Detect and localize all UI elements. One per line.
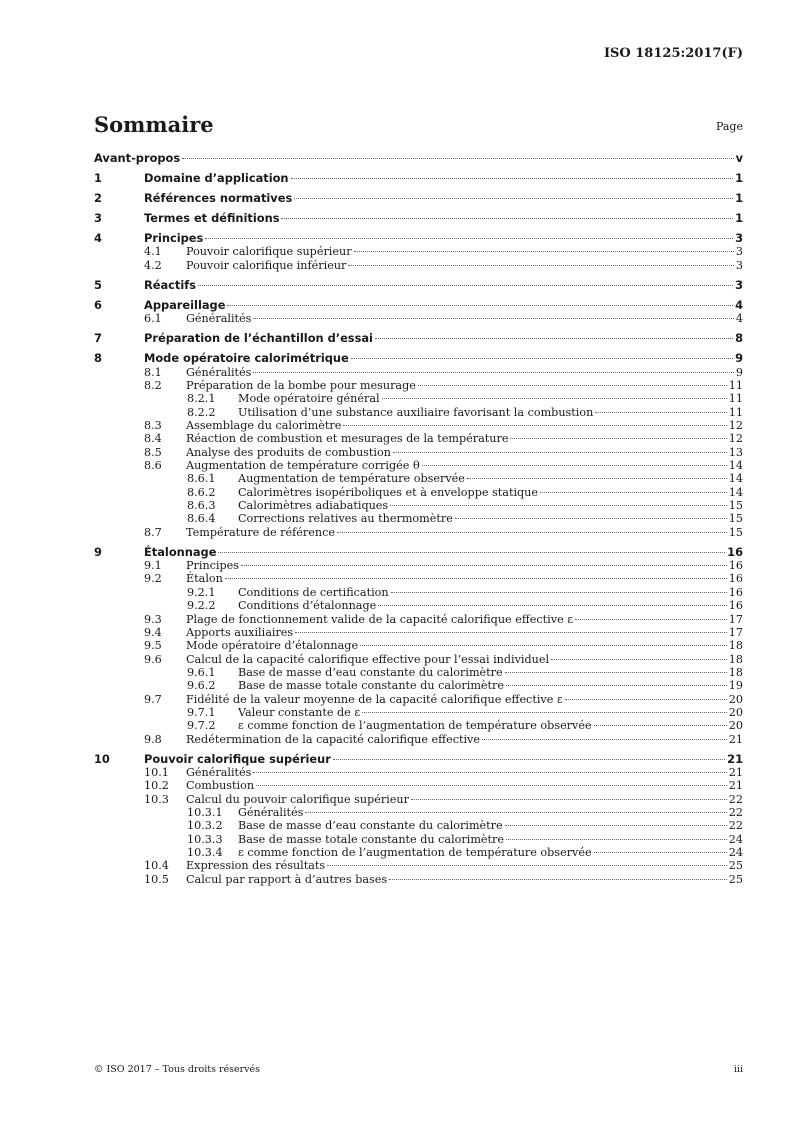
page-title: Sommaire xyxy=(94,112,214,137)
toc-entry[interactable] xyxy=(94,873,743,886)
toc-leader-dots xyxy=(382,398,727,399)
toc-entry-page: 22 xyxy=(728,792,743,806)
toc-entry[interactable] xyxy=(94,833,743,846)
toc-entry-number: 6.1 xyxy=(144,312,162,326)
toc-entry-title: Température de référence xyxy=(186,525,335,539)
toc-entry[interactable] xyxy=(94,486,743,499)
toc-leader-dots xyxy=(253,772,726,773)
toc-entry-page: 20 xyxy=(728,719,743,733)
toc-entry[interactable] xyxy=(94,232,743,245)
toc-leader-dots xyxy=(540,492,727,493)
toc-entry-page: 17 xyxy=(728,612,743,626)
toc-leader-dots xyxy=(551,659,727,660)
toc-entry[interactable] xyxy=(94,753,743,766)
toc-entry-page: 9 xyxy=(735,351,743,366)
toc-entry[interactable] xyxy=(94,666,743,679)
toc-entry-title: Augmentation de température observée xyxy=(238,472,465,486)
toc-entry-number: 9.2 xyxy=(144,572,162,586)
toc-entry[interactable] xyxy=(94,526,743,539)
toc-entry-page: 3 xyxy=(735,245,743,259)
toc-leader-dots xyxy=(505,672,727,673)
toc-entry-title: Généralités xyxy=(186,312,252,326)
toc-entry[interactable] xyxy=(94,599,743,612)
toc-entry-number: 4 xyxy=(94,231,102,246)
toc-entry-title: Utilisation d’une substance auxiliaire favorisant la combustion xyxy=(238,405,594,419)
toc-entry-page: 16 xyxy=(728,559,743,573)
toc-entry-page: 12 xyxy=(728,432,743,446)
toc-entry-page: 16 xyxy=(728,572,743,586)
toc-entry-number: 8 xyxy=(94,351,102,366)
toc-leader-dots xyxy=(418,385,727,386)
toc-entry-number: 8.3 xyxy=(144,419,162,432)
toc-entry-title: Généralités xyxy=(238,806,304,819)
toc-leader-dots xyxy=(198,285,733,286)
toc-leader-dots xyxy=(422,465,727,466)
toc-entry-page: 4 xyxy=(735,312,743,326)
toc-entry-title: Appareillage xyxy=(144,297,226,312)
toc-leader-dots xyxy=(291,178,734,179)
toc-entry-page: 19 xyxy=(728,679,743,693)
toc-entry-title: Calorimètres isopériboliques et à enveloppe statique xyxy=(238,485,539,499)
toc-entry[interactable] xyxy=(94,559,743,572)
toc-entry-number: 9.7.2 xyxy=(187,719,216,733)
toc-entry-number: 4.2 xyxy=(144,258,162,272)
toc-entry[interactable] xyxy=(94,766,743,779)
toc-leader-dots xyxy=(294,198,733,199)
toc-entry-number: 9.2.2 xyxy=(187,599,216,613)
toc-leader-dots xyxy=(333,759,725,760)
toc-entry-number: 10.2 xyxy=(144,779,169,793)
toc-entry-page: 25 xyxy=(728,859,743,873)
toc-entry-number: 10.3.1 xyxy=(187,806,223,819)
toc-entry-title: Mode opératoire d’étalonnage xyxy=(186,639,359,653)
toc-entry[interactable] xyxy=(94,312,743,325)
toc-entry-number: 10.3 xyxy=(144,792,169,806)
toc-entry-title: Base de masse totale constante du calorimètre xyxy=(238,679,505,693)
toc-entry[interactable] xyxy=(94,379,743,392)
toc-entry-page: 11 xyxy=(728,405,743,419)
toc-entry[interactable] xyxy=(94,572,743,585)
toc-leader-dots xyxy=(281,218,733,219)
toc-entry[interactable] xyxy=(94,446,743,459)
toc-entry-page: 22 xyxy=(728,806,743,819)
toc-entry[interactable] xyxy=(94,546,743,559)
toc-entry[interactable] xyxy=(94,406,743,419)
toc-entry-number: 6 xyxy=(94,297,102,312)
toc-entry[interactable] xyxy=(94,192,743,205)
toc-entry-number: 7 xyxy=(94,331,102,346)
toc-leader-dots xyxy=(506,839,727,840)
toc-entry-page: 21 xyxy=(728,732,743,746)
toc-entry-page: 3 xyxy=(735,258,743,272)
toc-entry-number: 5 xyxy=(94,277,102,292)
toc-entry-title: Principes xyxy=(144,231,204,246)
toc-entry-number: 2 xyxy=(94,191,102,206)
toc-entry-title: Étalon xyxy=(186,572,223,586)
page-column-label: Page xyxy=(715,120,743,133)
toc-leader-dots xyxy=(225,578,727,579)
toc-entry[interactable] xyxy=(94,472,743,485)
toc-entry-title: Avant-propos xyxy=(94,151,181,165)
toc-entry[interactable] xyxy=(94,366,743,379)
toc-entry-page: 22 xyxy=(728,819,743,833)
toc-leader-dots xyxy=(241,565,727,566)
toc-entry[interactable] xyxy=(94,352,743,365)
toc-leader-dots xyxy=(506,685,727,686)
toc-entry-title: Conditions d’étalonnage xyxy=(238,599,377,613)
toc-entry-page: v xyxy=(735,151,743,165)
toc-entry-title: Termes et définitions xyxy=(144,211,280,226)
toc-entry-number: 8.6.3 xyxy=(187,499,216,513)
toc-entry[interactable] xyxy=(94,706,743,719)
toc-entry-title: Base de masse totale constante du calorimètre xyxy=(238,832,505,846)
toc-entry-number: 8.6.2 xyxy=(187,485,216,499)
toc-entry-page: 3 xyxy=(735,277,743,292)
toc-leader-dots xyxy=(393,452,727,453)
toc-entry[interactable] xyxy=(94,332,743,345)
toc-leader-dots xyxy=(348,265,733,266)
toc-entry[interactable] xyxy=(94,419,743,432)
toc-leader-dots xyxy=(360,645,727,646)
toc-entry-page: 16 xyxy=(727,544,743,559)
toc-entry-title: Augmentation de température corrigée θ xyxy=(186,459,420,473)
toc-entry[interactable] xyxy=(94,259,743,272)
toc-entry-title: Domaine d’application xyxy=(144,171,289,186)
toc-entry-title: Apports auxiliaires xyxy=(186,625,294,639)
toc-entry-title: Calorimètres adiabatiques xyxy=(238,499,389,513)
toc-entry-number: 8.5 xyxy=(144,445,162,459)
toc-entry-title: Plage de fonctionnement valide de la capacité calorifique effective ε xyxy=(186,612,574,626)
toc-entry-number: 3 xyxy=(94,211,102,226)
toc-entry-number: 8.2.2 xyxy=(187,405,216,419)
toc-entry-number: 8.2 xyxy=(144,378,162,392)
toc-entry[interactable] xyxy=(94,846,743,859)
toc-entry-title: Assemblage du calorimètre xyxy=(186,419,342,432)
toc-leader-dots xyxy=(182,158,733,159)
toc-leader-dots xyxy=(327,865,727,866)
toc-entry-number: 8.4 xyxy=(144,432,162,446)
toc-entry-page: 21 xyxy=(727,751,743,766)
table-of-contents xyxy=(94,152,743,886)
toc-entry-number: 10.5 xyxy=(144,872,169,886)
toc-entry[interactable] xyxy=(94,819,743,832)
toc-entry-page: 18 xyxy=(728,639,743,653)
toc-entry-page: 1 xyxy=(735,171,743,186)
toc-entry[interactable] xyxy=(94,613,743,626)
toc-leader-dots xyxy=(362,712,727,713)
toc-leader-dots xyxy=(467,478,727,479)
toc-entry-number: 9.2.1 xyxy=(187,585,216,599)
toc-entry-page: 1 xyxy=(735,211,743,226)
toc-entry-title: Réactifs xyxy=(144,277,197,292)
toc-entry-number: 9.7.1 xyxy=(187,705,216,719)
toc-leader-dots xyxy=(351,358,733,359)
toc-leader-dots xyxy=(378,605,727,606)
toc-entry-title: Étalonnage xyxy=(144,544,217,559)
toc-entry-number: 9.6 xyxy=(144,652,162,666)
toc-entry-page: 20 xyxy=(728,692,743,706)
toc-leader-dots xyxy=(565,699,727,700)
toc-leader-dots xyxy=(375,338,733,339)
toc-entry-number: 9.1 xyxy=(144,559,162,573)
toc-entry[interactable] xyxy=(94,719,743,732)
toc-entry-title: Corrections relatives au thermomètre xyxy=(238,512,453,526)
toc-entry-number: 9.4 xyxy=(144,625,162,639)
toc-entry-page: 8 xyxy=(735,331,743,346)
toc-leader-dots xyxy=(594,725,727,726)
toc-entry-title: Pouvoir calorifique inférieur xyxy=(186,258,347,272)
toc-leader-dots xyxy=(354,251,734,252)
toc-entry[interactable] xyxy=(94,279,743,292)
toc-leader-dots xyxy=(482,739,727,740)
toc-entry-page: 20 xyxy=(728,705,743,719)
toc-entry-number: 9.6.2 xyxy=(187,679,216,693)
toc-entry-page: 21 xyxy=(728,779,743,793)
toc-entry[interactable] xyxy=(94,512,743,525)
toc-leader-dots xyxy=(505,825,727,826)
toc-entry[interactable] xyxy=(94,212,743,225)
toc-entry[interactable] xyxy=(94,245,743,258)
toc-entry-page: 14 xyxy=(728,485,743,499)
footer-copyright: © ISO 2017 – Tous droits réservés xyxy=(94,1064,261,1075)
toc-leader-dots xyxy=(218,552,725,553)
toc-entry-page: 16 xyxy=(728,585,743,599)
toc-leader-dots xyxy=(253,318,733,319)
toc-entry-number: 9 xyxy=(94,544,102,559)
toc-entry-number: 9.6.1 xyxy=(187,665,216,679)
toc-leader-dots xyxy=(595,412,726,413)
toc-entry[interactable] xyxy=(94,459,743,472)
toc-entry-title: Réaction de combustion et mesurages de la température xyxy=(186,432,509,446)
toc-entry-title: Préparation de la bombe pour mesurage xyxy=(186,378,416,392)
toc-entry-title: Pouvoir calorifique supérieur xyxy=(144,751,331,766)
toc-leader-dots xyxy=(390,505,727,506)
toc-entry-number: 10 xyxy=(94,751,110,766)
toc-leader-dots xyxy=(575,619,727,620)
toc-entry[interactable] xyxy=(94,793,743,806)
toc-entry-title: Mode opératoire calorimétrique xyxy=(144,351,349,366)
toc-leader-dots xyxy=(253,372,733,373)
toc-entry-title: Pouvoir calorifique supérieur xyxy=(186,245,352,259)
toc-entry-title: Fidélité de la valeur moyenne de la capacité calorifique effective ε xyxy=(186,692,563,706)
toc-entry-page: 25 xyxy=(728,872,743,886)
toc-entry-number: 10.3.3 xyxy=(187,832,223,846)
toc-entry[interactable] xyxy=(94,639,743,652)
toc-leader-dots xyxy=(205,238,733,239)
toc-leader-dots xyxy=(389,879,727,880)
toc-entry-page: 15 xyxy=(728,525,743,539)
toc-entry-number: 1 xyxy=(94,171,102,186)
toc-leader-dots xyxy=(305,812,726,813)
toc-entry-page: 15 xyxy=(728,499,743,513)
toc-entry-number: 8.6.4 xyxy=(187,512,216,526)
toc-entry-number: 8.7 xyxy=(144,525,162,539)
toc-entry-number: 10.3.2 xyxy=(187,819,223,833)
toc-entry-page: 14 xyxy=(728,459,743,473)
toc-entry-number: 10.4 xyxy=(144,859,169,873)
toc-entry-title: Généralités xyxy=(186,365,252,379)
toc-entry[interactable] xyxy=(94,172,743,185)
toc-entry-page: 14 xyxy=(728,472,743,486)
toc-entry[interactable] xyxy=(94,679,743,692)
toc-entry[interactable] xyxy=(94,152,743,165)
toc-entry-page: 21 xyxy=(728,765,743,779)
toc-entry-page: 3 xyxy=(735,231,743,246)
toc-entry-title: Valeur constante de ε xyxy=(238,705,361,719)
toc-entry-number: 9.3 xyxy=(144,612,162,626)
toc-leader-dots xyxy=(343,425,726,426)
toc-entry-number: 10.3.4 xyxy=(187,846,223,860)
toc-entry-page: 11 xyxy=(728,392,743,406)
footer-page-number: iii xyxy=(733,1064,743,1075)
toc-entry[interactable] xyxy=(94,859,743,872)
toc-leader-dots xyxy=(256,785,727,786)
toc-entry[interactable] xyxy=(94,432,743,445)
toc-entry-title: Base de masse d’eau constante du calorimètre xyxy=(238,819,503,833)
toc-entry[interactable] xyxy=(94,693,743,706)
toc-entry-page: 16 xyxy=(728,599,743,613)
toc-entry[interactable] xyxy=(94,392,743,405)
toc-entry[interactable] xyxy=(94,653,743,666)
toc-leader-dots xyxy=(455,518,727,519)
toc-entry-title: Principes xyxy=(186,559,240,573)
toc-entry-number: 9.5 xyxy=(144,639,162,653)
toc-entry-page: 24 xyxy=(728,846,743,860)
toc-leader-dots xyxy=(337,532,727,533)
toc-entry[interactable] xyxy=(94,626,743,639)
toc-entry-page: 24 xyxy=(728,832,743,846)
toc-entry[interactable] xyxy=(94,806,743,819)
toc-entry-page: 18 xyxy=(728,652,743,666)
toc-leader-dots xyxy=(594,852,727,853)
toc-entry[interactable] xyxy=(94,779,743,792)
toc-entry-title: Préparation de l’échantillon d’essai xyxy=(144,331,373,346)
toc-entry-number: 4.1 xyxy=(144,245,162,259)
toc-entry-page: 12 xyxy=(728,419,743,432)
toc-leader-dots xyxy=(510,438,726,439)
toc-entry-number: 9.8 xyxy=(144,732,162,746)
toc-entry[interactable] xyxy=(94,586,743,599)
toc-leader-dots xyxy=(391,592,727,593)
toc-entry-title: Calcul par rapport à d’autres bases xyxy=(186,872,388,886)
toc-entry-title: Généralités xyxy=(186,765,252,779)
toc-entry-title: Redétermination de la capacité calorifique effective xyxy=(186,732,480,746)
toc-entry-page: 13 xyxy=(728,445,743,459)
toc-leader-dots xyxy=(411,799,727,800)
toc-leader-dots xyxy=(295,632,727,633)
toc-entry-title: Base de masse d’eau constante du calorimètre xyxy=(238,665,503,679)
toc-entry-page: 17 xyxy=(728,625,743,639)
toc-entry[interactable] xyxy=(94,733,743,746)
toc-entry-page: 18 xyxy=(728,665,743,679)
standard-number: ISO 18125:2017(F) xyxy=(603,46,743,61)
toc-entry-number: 10.1 xyxy=(144,765,169,779)
toc-entry-title: ε comme fonction de l’augmentation de température observée xyxy=(238,846,592,860)
toc-entry-page: 4 xyxy=(735,297,743,312)
toc-entry-number: 8.6.1 xyxy=(187,472,216,486)
toc-leader-dots xyxy=(227,305,733,306)
toc-entry-page: 11 xyxy=(728,378,743,392)
toc-entry-title: Analyse des produits de combustion xyxy=(186,445,391,459)
toc-entry-title: Combustion xyxy=(186,779,255,793)
toc-entry-page: 15 xyxy=(728,512,743,526)
toc-entry-title: Calcul de la capacité calorifique effective pour l’essai individuel xyxy=(186,652,550,666)
toc-entry-number: 9.7 xyxy=(144,692,162,706)
toc-entry-title: Expression des résultats xyxy=(186,859,326,873)
toc-entry-title: Références normatives xyxy=(144,191,293,206)
toc-entry-title: Conditions de certification xyxy=(238,585,389,599)
toc-entry-title: ε comme fonction de l’augmentation de température observée xyxy=(238,719,592,733)
toc-entry-title: Mode opératoire général xyxy=(238,392,380,406)
toc-entry-title: Calcul du pouvoir calorifique supérieur xyxy=(186,792,409,806)
toc-entry[interactable] xyxy=(94,499,743,512)
toc-entry-page: 1 xyxy=(735,191,743,206)
toc-entry-page: 9 xyxy=(735,365,743,379)
toc-entry-number: 8.2.1 xyxy=(187,392,216,406)
toc-entry[interactable] xyxy=(94,299,743,312)
toc-entry-number: 8.6 xyxy=(144,459,162,473)
toc-entry-number: 8.1 xyxy=(144,365,162,379)
